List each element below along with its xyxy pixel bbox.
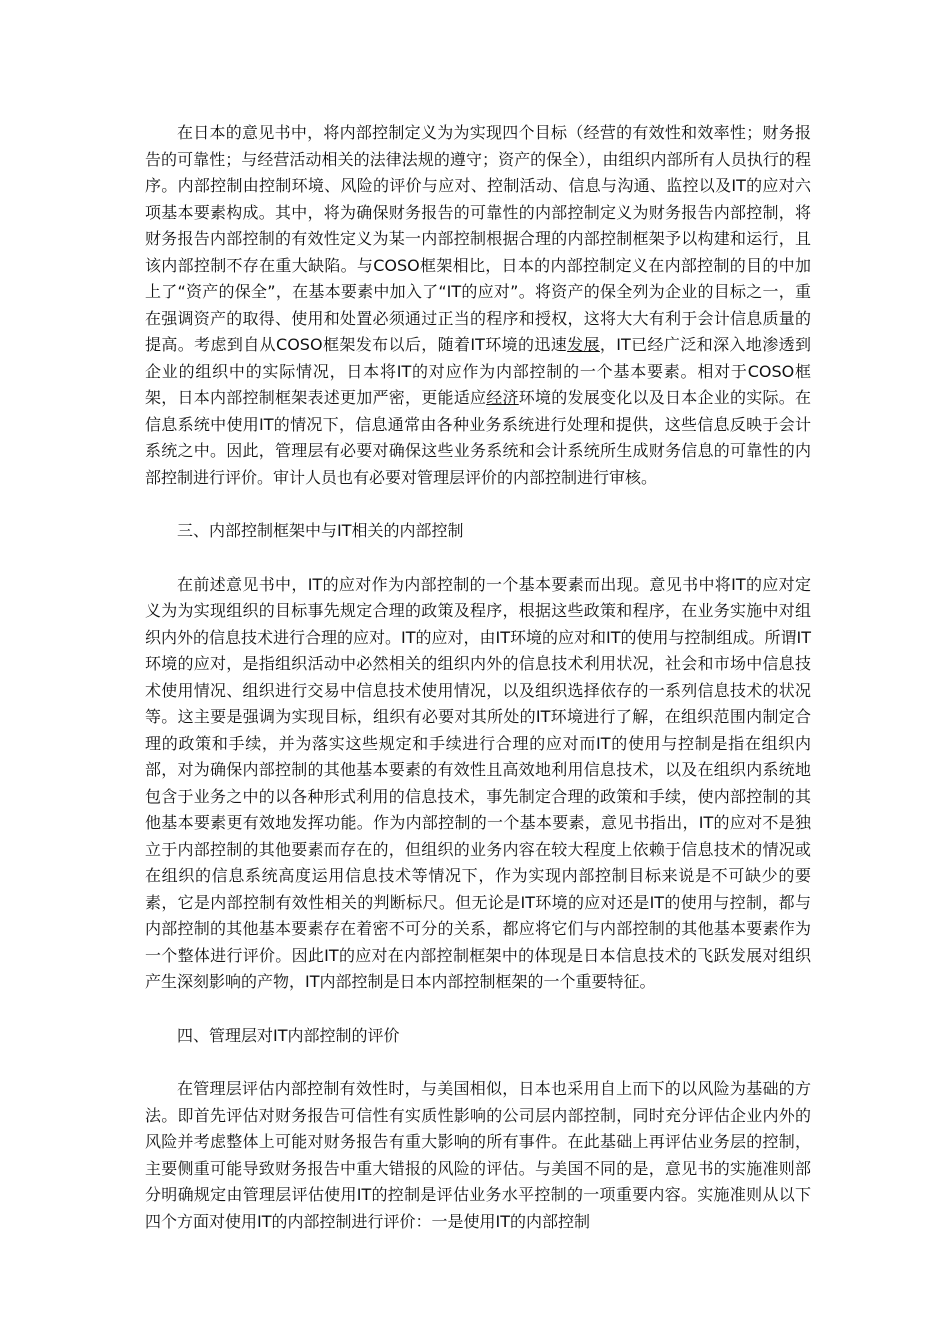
document-page: [145, 120, 811, 1235]
paragraph-text: ，IT已经广泛和深入地渗透到企业的组织中的实际情况，日本将IT的对应作为内部控制的一个基本要素。相对于COSO框架，日本内部控制框架表述更加严密，更能适应: [145, 335, 811, 407]
section-heading-3: 三、内部控制框架中与IT相关的内部控制: [177, 521, 464, 540]
paragraph-management-evaluation: 在管理层评估内部控制有效性时，与美国相似，日本也采用自上而下的以风险为基础的方法。即首先评估对财务报告可信性有实质性影响的公司层内部控制，同时充分评估企业内外的风险并考虑整体上可能对财务报告有重大影响的所有事件。在此基础上再评估业务层的控制，主要侧重可能导致财务报告中重大错报的风险的评估。与美国不同的是，意见书的实施准则部分明确规定由管理层评估使用IT的控制是评估业务水平控制的一项重要内容。实施准则从以下四个方面对使用IT的内部控制进行评价：一是使用IT的内部控制: [145, 1079, 811, 1231]
paragraph-text: 环境的发展变化以及日本企业的实际。在信息系统中使用IT的情况下，信息通常由各种业务系统进行处理和提供，这些信息反映于会计系统之中。因此，管理层有必要对确保这些业务系统和会计系统所生成财务信息的可靠性的内部控制进行评价。审计人员也有必要对管理层评价的内部控制进行审核。: [145, 388, 811, 487]
paragraph-text: 在日本的意见书中，将内部控制定义为为实现四个目标（经营的有效性和效率性；财务报告的可靠性；与经营活动相关的法律法规的遵守；资产的保全），由组织内部所有人员执行的程序。内部控制由控制环境、风险的评价与应对、控制活动、信息与沟通、监控以及IT的应对六项基本要素构成。其中，将为确保财务报告的可靠性的内部控制定义为财务报告内部控制，将财务报告内部控制的有效性定义为某一内部控制根据合理的内部控制框架予以构建和运行，且该内部控制不存在重大缺陷。与COSO框架相比，日本的内部控制定义在内部控制的目的中加上了“资产的保全”，在基本要素中加入了“IT的应对”。将资产的保全列为企业的目标之一，重在强调资产的取得、使用和处置必须通过正当的程序和授权，这将大大有利于会计信息质量的提高。考虑到自从COSO框架发布以后，随着IT环境的迅速: [145, 123, 811, 354]
section-heading-4: 四、管理层对IT内部控制的评价: [177, 1025, 400, 1045]
link-economy[interactable]: 经济: [486, 388, 519, 407]
paragraph-it-response: 在前述意见书中，IT的应对作为内部控制的一个基本要素而出现。意见书中将IT的应对定义为为实现组织的目标事先规定合理的政策及程序，根据这些政策和程序，在业务实施中对组织内外的信息技术进行合理的应对。IT的应对，由IT环境的应对和IT的使用与控制组成。所谓IT环境的应对，是指组织活动中必然相关的组织内外的信息技术利用状况，社会和市场中信息技术使用情况、组织进行交易中信息技术使用情况，以及组织选择依存的一系列信息技术的状况等。这主要是强调为实现目标，组织有必要对其所处的IT环境进行了解，在组织范围内制定合理的政策和手续，并为落实这些规定和手续进行合理的应对而IT的使用与控制是指在组织内部，对为确保内部控制的其他基本要素的有效性且高效地利用信息技术，以及在组织内系统地包含于业务之中的以各种形式利用的信息技术，事先制定合理的政策和手续，使内部控制的其他基本要素更有效地发挥功能。作为内部控制的一个基本要素，意见书指出，IT的应对不是独立于内部控制的其他要素而存在的，但组织的业务内容在较大程度上依赖于信息技术的情况或在组织的信息系统高度运用信息技术等情况下，作为实现内部控制目标来说是不可缺少的要素，它是内部控制有效性相关的判断标尺。但无论是IT环境的应对还是IT的使用与控制，都与内部控制的其他基本要素存在着密不可分的关系，都应将它们与内部控制的其他基本要素作为一个整体进行评价。因此IT的应对在内部控制框架中的体现是日本信息技术的飞跃发展对组织产生深刻影响的产物，IT内部控制是日本内部控制框架的一个重要特征。: [145, 574, 811, 991]
paragraph-japan-internal-control-definition: [145, 120, 811, 491]
link-development[interactable]: 发展: [567, 335, 600, 354]
